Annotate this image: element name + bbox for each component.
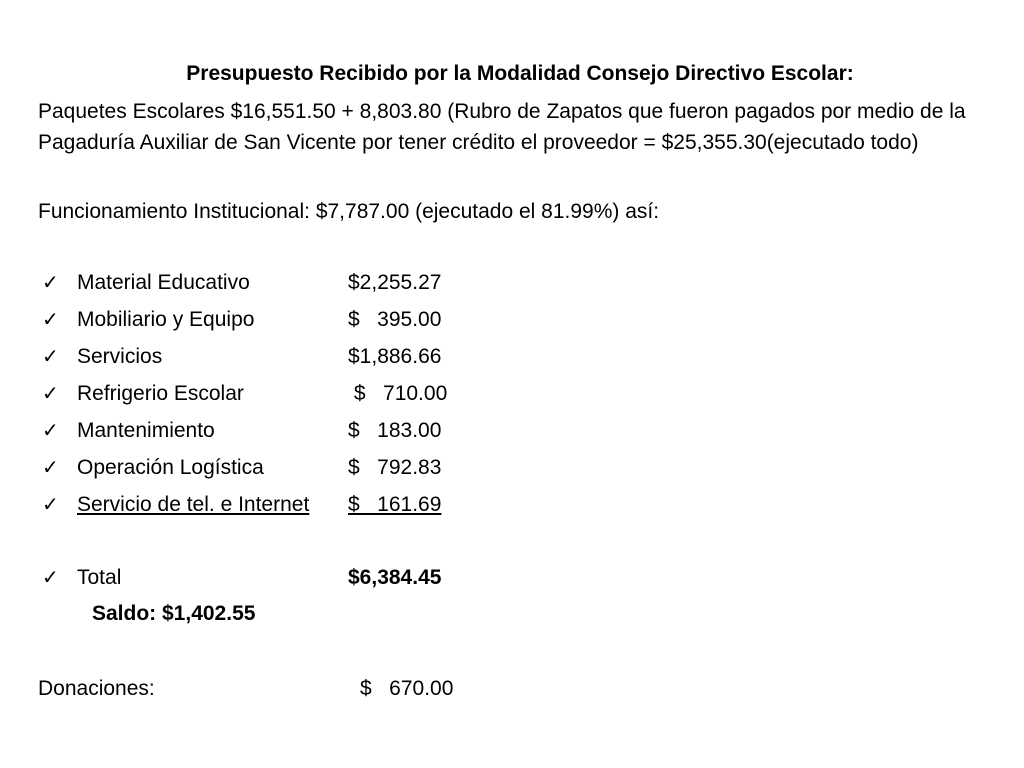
item-amount: $ 161.69 [348,493,442,516]
saldo-text: Saldo: $1,402.55 [92,602,256,625]
item-amount: $ 395.00 [348,308,442,331]
list-item [42,413,502,449]
item-amount: $ 710.00 [348,382,448,405]
funcionamiento-text: Funcionamiento Institucional: $7,787.00 (ejecutado el 81.99%) así: [38,200,660,223]
checkmark-icon: ✓ [42,457,59,479]
list-item [42,265,502,301]
item-amount: $ 792.83 [348,456,442,479]
item-label: Servicios [77,345,163,368]
slide-title: Presupuesto Recibido por la Modalidad Consejo Directivo Escolar: [186,62,854,85]
item-amount: $ 183.00 [348,419,442,442]
paquetes-escolares-text: Paquetes Escolares $16,551.50 + 8,803.80 (Rubro de Zapatos que fueron pagados por medio de la Pagaduría Auxiliar de San Vicente por tener crédito el proveedor = $25,355.30(ejecutado todo) [38,100,966,154]
donaciones-label: Donaciones: [38,677,155,700]
list-item [42,487,502,523]
item-amount: $2,255.27 [348,271,442,294]
checkmark-icon: ✓ [42,420,59,442]
list-item [42,376,502,412]
item-label: Servicio de tel. e Internet [77,493,310,516]
total-label: Total [77,566,122,589]
item-amount: $1,886.66 [348,345,442,368]
donaciones-row [38,671,518,707]
checkmark-icon: ✓ [42,346,59,368]
list-item [42,339,502,375]
item-label: Material Educativo [77,271,250,294]
list-item [42,450,502,486]
checkmark-icon: ✓ [42,567,59,589]
checkmark-icon: ✓ [42,494,59,516]
total-row [42,560,502,596]
list-item [42,302,502,338]
donaciones-amount: $ 670.00 [360,677,454,700]
checkmark-icon: ✓ [42,309,59,331]
item-label: Refrigerio Escolar [77,382,244,405]
item-label: Mantenimiento [77,419,215,442]
checkmark-icon: ✓ [42,272,59,294]
checkmark-icon: ✓ [42,383,59,405]
total-amount: $6,384.45 [348,566,442,589]
item-label: Mobiliario y Equipo [77,308,255,331]
item-label: Operación Logística [77,456,264,479]
